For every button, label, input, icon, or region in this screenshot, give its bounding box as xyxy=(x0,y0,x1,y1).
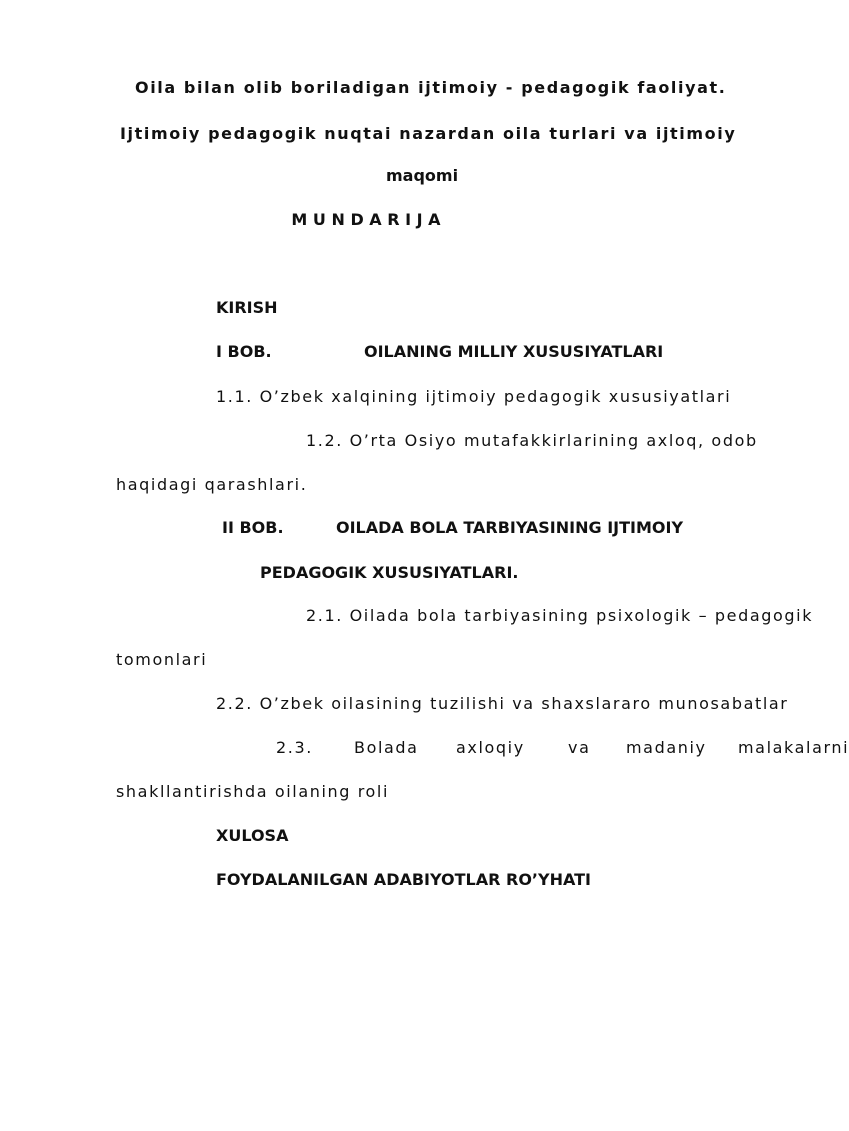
toc-section-2-3-word: va xyxy=(568,738,591,757)
toc-section-2-3-word: axloqiy xyxy=(456,738,525,757)
document-title-line-2: Ijtimoiy pedagogik nuqtai nazardan oila turlari va ijtimoiy xyxy=(120,124,737,143)
document-title-line-1: Oila bilan olib boriladigan ijtimoiy - pedagogik faoliyat. xyxy=(135,78,727,97)
toc-section-1-1: 1.1. O’zbek xalqining ijtimoiy pedagogik xususiyatlari xyxy=(216,387,732,406)
contents-heading: M U N D A R I J A xyxy=(291,210,441,229)
document-title-line-3: maqomi xyxy=(386,166,459,185)
toc-chapter-2-title: OILADA BOLA TARBIYASINING IJTIMOIY xyxy=(336,518,684,537)
toc-section-2-1-continued: tomonlari xyxy=(116,650,208,669)
toc-section-2-3-word: madaniy xyxy=(626,738,707,757)
toc-section-2-3-number: 2.3. xyxy=(276,738,313,757)
toc-section-2-3-word: Bolada xyxy=(354,738,419,757)
toc-section-1-2: 1.2. O’rta Osiyo mutafakkirlarining axloq, odob xyxy=(306,431,758,450)
toc-chapter-2-number: II BOB. xyxy=(222,518,284,537)
toc-section-1-2-continued: haqidagi qarashlari. xyxy=(116,475,308,494)
toc-section-2-3-word: malakalarni xyxy=(738,738,849,757)
toc-conclusion: XULOSA xyxy=(216,826,289,845)
toc-section-2-1: 2.1. Oilada bola tarbiyasining psixologik – pedagogik xyxy=(306,606,814,625)
toc-section-2-2: 2.2. O’zbek oilasining tuzilishi va shaxslararo munosabatlar xyxy=(216,694,789,713)
toc-chapter-2-title-continued: PEDAGOGIK XUSUSIYATLARI. xyxy=(260,563,519,582)
toc-intro: KIRISH xyxy=(216,298,278,317)
toc-section-2-3-continued: shakllantirishda oilaning roli xyxy=(116,782,390,801)
toc-chapter-1-title: OILANING MILLIY XUSUSIYATLARI xyxy=(364,342,664,361)
toc-chapter-1-number: I BOB. xyxy=(216,342,272,361)
toc-bibliography: FOYDALANILGAN ADABIYOTLAR RO’YHATI xyxy=(216,870,591,889)
